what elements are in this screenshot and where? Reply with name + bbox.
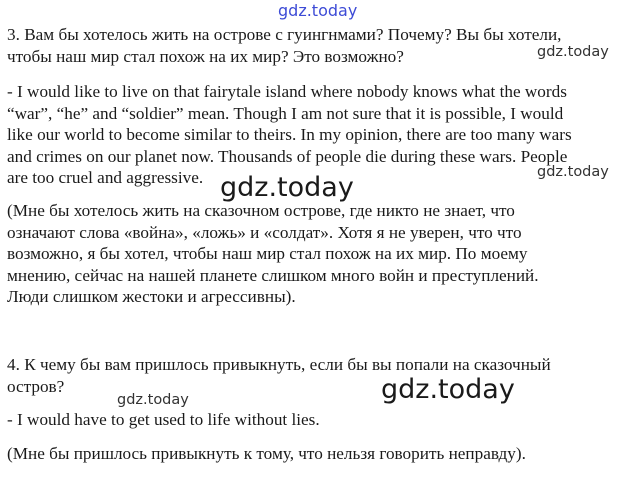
q4-answer (7, 409, 627, 431)
q3-translation-line: (Мне бы хотелось жить на сказочном острове, где никто не знает, что (7, 201, 515, 220)
q4-question-line: 4. К чему бы вам пришлось привыкнуть, если бы вы попали на сказочный (7, 355, 551, 374)
q3-answer-line: and crimes on our planet now. Thousands of people die during these wars. People (7, 146, 568, 166)
q4-question-line: остров? (7, 376, 65, 396)
q3-question-line: чтобы наш мир стал похож на их мир? Это возможно? (7, 46, 404, 66)
q3-translation-line: мнению, сейчас на нашей планете слишком много войн и преступлений. (7, 265, 539, 285)
q3-translation (7, 200, 627, 308)
watermark-right-2: gdz.today (537, 164, 609, 180)
q3-answer-line: - I would like to live on that fairytale island where nobody knows what the words (7, 82, 567, 101)
q4-question (7, 354, 627, 397)
watermark-top: gdz.today (278, 1, 358, 20)
watermark-left-lower: gdz.today (117, 392, 189, 408)
q3-answer (7, 81, 627, 189)
q4-translation-line: (Мне бы пришлось привыкнуть к тому, что нельзя говорить неправду). (7, 444, 526, 463)
watermark-center: gdz.today (220, 172, 354, 203)
q3-answer-line: are too cruel and aggressive. (7, 168, 204, 187)
q3-question (7, 24, 627, 67)
q3-answer-line: like our world to become similar to theirs. In my opinion, there are too many wars (7, 125, 572, 144)
q4-translation (7, 443, 627, 465)
q3-translation-line: возможно, я бы хотел, чтобы наш мир стал похож на их мир. По моему (7, 244, 528, 263)
q4-answer-line: - I would have to get used to life without lies. (7, 410, 320, 429)
q3-translation-line: означают слова «война», «ложь» и «солдат». Хотя я не уверен, что что (7, 222, 522, 242)
q3-answer-line: “war”, “he” and “soldier” mean. Though I am not sure that it is possible, I would (7, 103, 564, 123)
q3-translation-line: Люди слишком жестоки и агрессивны). (7, 287, 296, 306)
watermark-right-1: gdz.today (537, 44, 609, 60)
q3-question-line: 3. Вам бы хотелось жить на острове с гуингнмами? Почему? Вы бы хотели, (7, 25, 562, 44)
watermark-big-lower: gdz.today (381, 374, 515, 405)
